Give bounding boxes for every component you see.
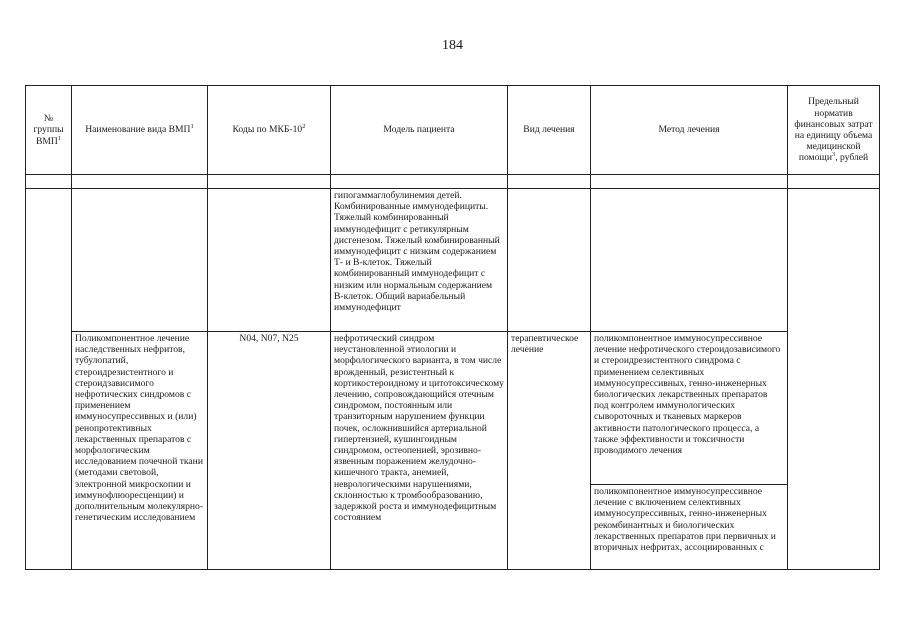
page-number: 184	[442, 38, 463, 53]
treatment-method-cell: поликомпонентное иммуносупрессивное лечение с включением селективных иммуносупрессивных, генно-инженерных рекомбинантных и биологических лекарственных препаратов при первичных и вторичных нефритах, ассоциированных с	[591, 485, 788, 570]
treatment-type-cell	[508, 189, 591, 332]
icd-codes-cell: N04, N07, N25	[208, 332, 331, 570]
header-cost-norm: Предельный норматив финансовых затрат на единицу объема медицинской помощи$^3$, рублей	[788, 86, 880, 175]
table-row	[26, 189, 880, 332]
patient-model-cell: гипогаммаглобулинемия детей. Комбинированные иммунодефициты. Тяжелый комбинированный иммунодефицит с ретикулярным дисгенезом. Тяжелый комбинированный иммунодефицит с низким содержанием Т- и В-клеток. Тяжелый комбинированный иммунодефицит с низким или нормальным содержанием В-клеток. Общий вариабельный иммунодефицит	[331, 189, 508, 332]
header-treatment-type: Вид лечения	[508, 86, 591, 175]
vmp-name-cell	[72, 189, 208, 332]
header-icd-codes: Коды по МКБ-$10^2$	[208, 86, 331, 175]
patient-model-cell: нефротический синдром неустановленной этиологии и морфологического варианта, в том числе врожденный, резистентный к кортикостероидному и цитотоксическому лечению, сопровождающийся отечным синдромом, постоянным или транзиторным нарушением функции почек, осложнившийся артериальной гипертензией, кушингоидным синдромом, остеопенией, эрозивно-язвенным поражением желудочно-кишечного тракта, анемией, неврологическими нарушениями, склонностью к тромбообразованию, задержкой роста и иммунодефицитным состоянием	[331, 332, 508, 570]
cost-norm-cell	[788, 189, 880, 570]
treatment-method-cell	[591, 189, 788, 332]
icd-codes-cell	[208, 189, 331, 332]
header-row	[26, 86, 880, 175]
treatment-type-cell: терапевтическое лечение	[508, 332, 591, 570]
header-vmp-name: Наименование вида ВМП$^1$	[72, 86, 208, 175]
header-patient-model: Модель пациента	[331, 86, 508, 175]
header-spacer-row	[26, 175, 880, 189]
group-number-cell	[26, 189, 72, 570]
vmp-name-cell: Поликомпонентное лечение наследственных нефритов, тубулопатий, стероидрезистентного и стероидзависимого нефротических синдромов с применением иммуносупрессивных и (или) ренопротективных лекарственных препаратов с морфологическим исследованием почечной ткани (методами световой, электронной микроскопии и иммунофлюоресценции) и дополнительным молекулярно-генетическим исследованием	[72, 332, 208, 570]
header-treatment-method: Метод лечения	[591, 86, 788, 175]
vmp-table	[25, 85, 880, 570]
treatment-method-cell: поликомпонентное иммуносупрессивное лечение нефротического стероидозависимого и стероидрезистентного синдрома с применением селективных иммуносупрессивных, генно-инженерных биологических лекарственных препаратов под контролем иммунологических сывороточных и тканевых маркеров активности патологического процесса, а также эффективности и токсичности проводимого лечения	[591, 332, 788, 485]
table-row	[26, 332, 880, 485]
header-group-number: № группы ВМП$^1$	[26, 86, 72, 175]
